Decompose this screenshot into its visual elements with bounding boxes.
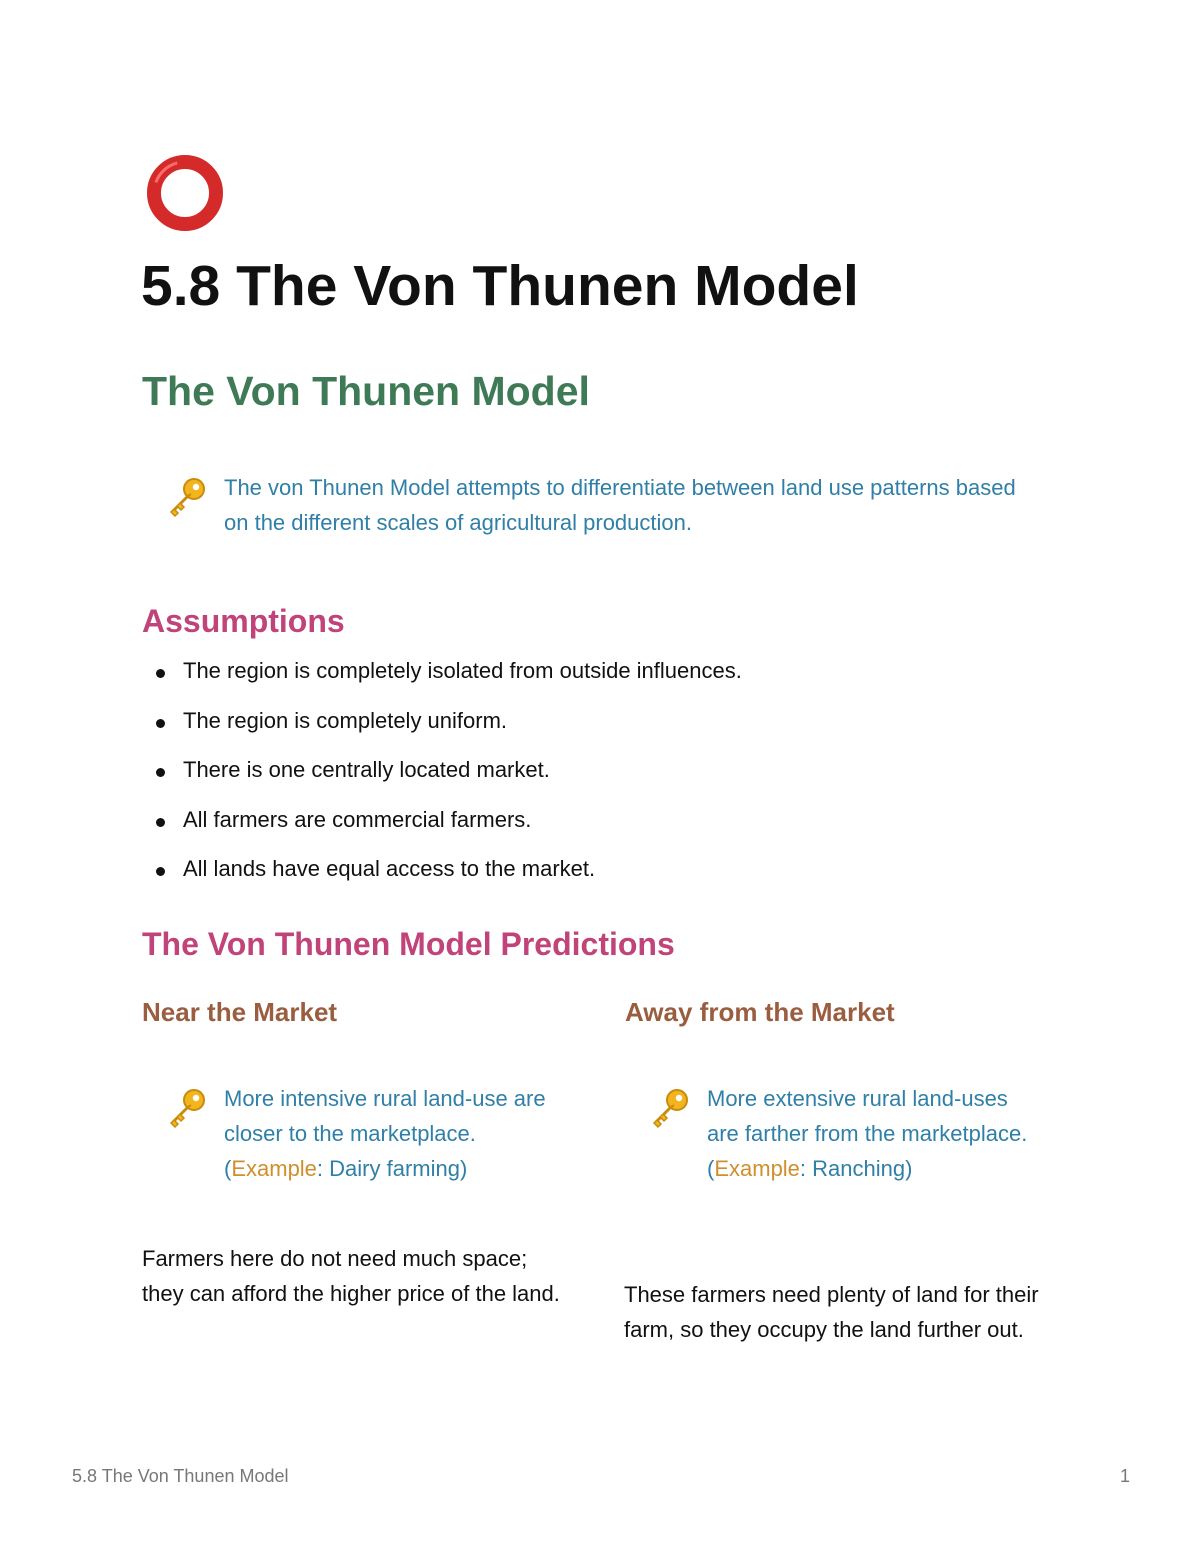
callout-text-part: More intensive rural land-use are closer to the marketplace. ( xyxy=(224,1086,546,1181)
list-item xyxy=(152,852,742,902)
list-item xyxy=(152,654,742,704)
list-item xyxy=(152,753,742,803)
list-item xyxy=(152,803,742,853)
callout-text-main: The von Thunen Model attempts to differentiate between land use patterns based on the different scales of agricultural production. xyxy=(224,475,1016,535)
bullet-dot xyxy=(156,867,165,876)
callout-text-near xyxy=(224,1081,554,1186)
list-item-text: All lands have equal access to the market. xyxy=(183,856,596,882)
list-item-text: The region is completely uniform. xyxy=(183,707,508,733)
callout-text-part: : Ranching) xyxy=(799,1156,913,1181)
away-market-text: These farmers need plenty of land for their farm, so they occupy the land further out. xyxy=(624,1282,1039,1342)
page-title: 5.8 The Von Thunen Model xyxy=(141,254,859,318)
assumptions-list xyxy=(152,654,742,902)
list-item xyxy=(152,704,742,754)
list-item-text: The region is completely isolated from outside influences. xyxy=(183,658,742,683)
near-market-text: Farmers here do not need much space; they can afford the higher price of the land. xyxy=(142,1246,560,1306)
example-label: Example xyxy=(231,1156,317,1181)
callout-text-part: : Dairy farming) xyxy=(316,1156,468,1181)
bullet-dot xyxy=(156,719,165,728)
example-label: Example xyxy=(714,1156,800,1181)
red-ring-icon xyxy=(145,153,225,233)
predictions-heading: The Von Thunen Model Predictions xyxy=(142,926,675,962)
list-item-text: There is one centrally located market. xyxy=(183,757,550,783)
near-market-heading: Near the Market xyxy=(142,997,338,1027)
bullet-dot xyxy=(156,818,165,827)
page-number: 1 xyxy=(1119,1466,1130,1486)
away-market-heading: Away from the Market xyxy=(625,997,895,1027)
assumptions-heading: Assumptions xyxy=(142,603,345,639)
list-item-text: All farmers are commercial farmers. xyxy=(183,806,532,832)
key-icon xyxy=(165,1087,207,1129)
callout-text-part: More extensive rural land-uses are farther from the marketplace. ( xyxy=(707,1086,1028,1181)
bullet-dot xyxy=(156,669,165,678)
section-heading-main: The Von Thunen Model xyxy=(142,368,590,414)
bullet-dot xyxy=(156,768,165,777)
footer-title: 5.8 The Von Thunen Model xyxy=(72,1466,289,1486)
key-icon xyxy=(648,1087,690,1129)
key-icon xyxy=(165,476,207,518)
callout-text-away xyxy=(707,1081,1037,1186)
